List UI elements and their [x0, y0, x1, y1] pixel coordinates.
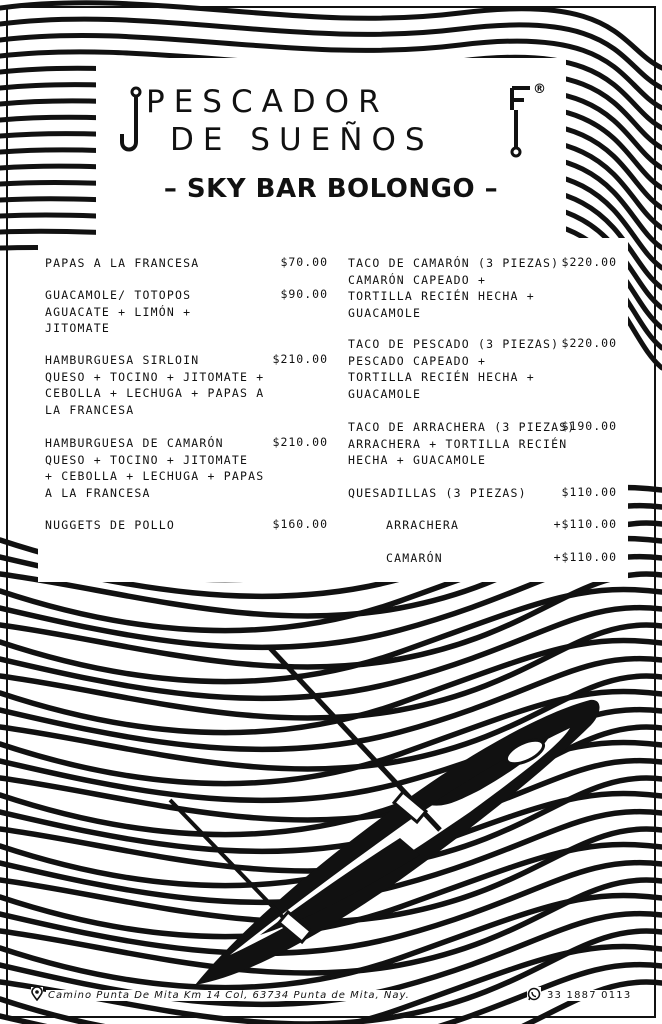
menu-item: ARRACHERA	[386, 518, 460, 532]
menu-item: HAMBURGUESA DE CAMARÓN QUESO + TOCINO + JITOMATE + CEBOLLA + LECHUGA + PAPAS A LA FRANCESA	[45, 436, 265, 500]
whatsapp-icon	[527, 987, 541, 1001]
menu-item: CAMARÓN	[386, 551, 443, 565]
menu-item: TACO DE ARRACHERA (3 PIEZAS) ARRACHERA + TORTILLA RECIÉN HECHA + GUACAMOLE	[348, 420, 576, 467]
footer-phone: 33 1887 0113	[547, 990, 632, 1001]
menu-item: PAPAS A LA FRANCESA	[45, 256, 200, 270]
menu-price: $160.00	[272, 517, 328, 531]
menu-price: $70.00	[280, 255, 328, 269]
menu-item: QUESADILLAS (3 PIEZAS)	[348, 486, 527, 500]
menu-price: $110.00	[561, 485, 617, 499]
menu-item: HAMBURGUESA SIRLOIN QUESO + TOCINO + JITOMATE + CEBOLLA + LECHUGA + PAPAS A LA FRANCESA	[45, 353, 265, 417]
menu-item: NUGGETS DE POLLO	[45, 518, 175, 532]
location-pin-icon	[31, 987, 43, 1001]
menu-price: $90.00	[280, 287, 328, 301]
brand-logo	[118, 82, 548, 162]
menu-price: $210.00	[272, 352, 328, 366]
menu-price: +$110.00	[553, 517, 617, 531]
hook-right-icon	[508, 86, 534, 158]
brand-line1: PESCADOR	[146, 84, 389, 120]
menu-item: TACO DE PESCADO (3 PIEZAS) PESCADO CAPEADO + TORTILLA RECIÉN HECHA + GUACAMOLE	[348, 337, 560, 401]
venue-title: – SKY BAR BOLONGO –	[163, 174, 499, 204]
menu-item: TACO DE CAMARÓN (3 PIEZAS) CAMARÓN CAPEADO + TORTILLA RECIÉN HECHA + GUACAMOLE	[348, 256, 560, 320]
menu-price: $190.00	[561, 419, 617, 433]
menu-price: $220.00	[561, 336, 617, 350]
menu-price: $210.00	[272, 435, 328, 449]
menu-price: $220.00	[561, 255, 617, 269]
registered-mark: ®	[533, 82, 546, 97]
hook-left-icon	[118, 86, 144, 158]
brand-line2: DE SUEÑOS	[170, 122, 434, 158]
menu-item: GUACAMOLE/ TOTOPOS AGUACATE + LIMÓN + JITOMATE	[45, 288, 192, 335]
menu-price: +$110.00	[553, 550, 617, 564]
footer-address: Camino Punta De Mita Km 14 Col, 63734 Punta de Mita, Nay.	[46, 990, 414, 1001]
